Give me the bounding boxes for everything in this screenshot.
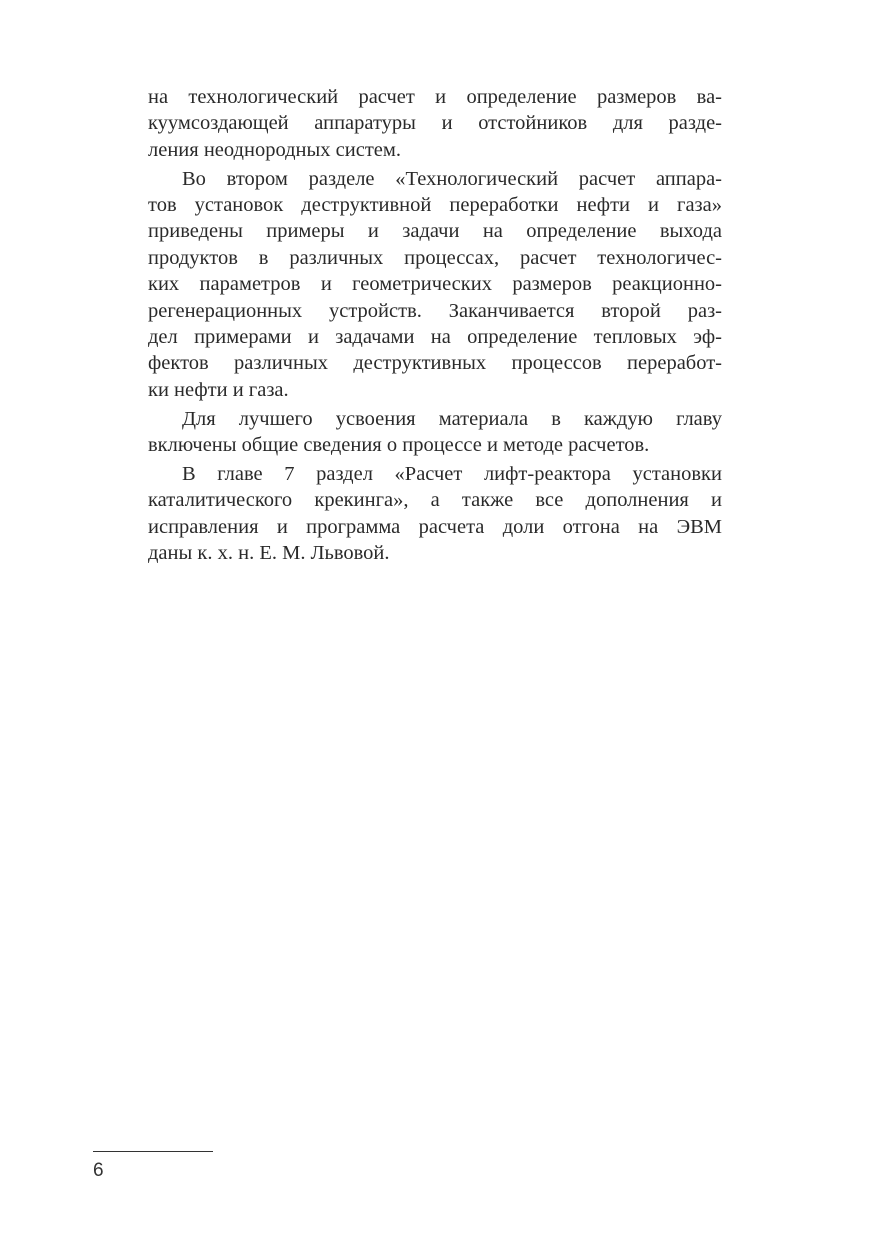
text-line: регенерационных устройств. Заканчивается второй раз- xyxy=(148,299,722,322)
body-text xyxy=(148,84,722,569)
text-line: ких параметров и геометрических размеров реакционно- xyxy=(148,273,722,296)
text-line: куумсоздающей аппаратуры и отстойников для разде- xyxy=(148,112,722,135)
text-line: ки нефти и газа. xyxy=(148,378,289,401)
text-line: дел примерами и задачами на определение тепловых эф- xyxy=(148,326,722,349)
page-number: 6 xyxy=(93,1160,104,1181)
text-line: включены общие сведения о процессе и методе расчетов. xyxy=(148,434,650,457)
footer-rule xyxy=(93,1151,213,1152)
paragraph-1 xyxy=(148,84,722,163)
text-line: тов установок деструктивной переработки нефти и газа» xyxy=(148,194,722,217)
text-line: приведены примеры и задачи на определение выхода xyxy=(148,220,722,243)
text-line: на технологический расчет и определение размеров ва- xyxy=(148,86,722,108)
text-line: фектов различных деструктивных процессов переработ- xyxy=(148,352,722,375)
paragraph-4 xyxy=(148,461,722,567)
text-line: продуктов в различных процессах, расчет технологичес- xyxy=(148,246,722,269)
text-line: исправления и программа расчета доли отгона на ЭВМ xyxy=(148,515,722,538)
text-line: Во втором разделе «Технологический расчет аппара- xyxy=(182,167,722,190)
text-line: каталитического крекинга», а также все дополнения и xyxy=(148,489,722,512)
text-line: Для лучшего усвоения материала в каждую главу xyxy=(182,407,722,430)
text-line: ления неоднородных систем. xyxy=(148,138,401,161)
paragraph-3 xyxy=(148,406,722,459)
text-line: даны к. х. н. Е. М. Львовой. xyxy=(148,542,390,565)
text-line: В главе 7 раздел «Расчет лифт-реактора установки xyxy=(182,462,722,485)
paragraph-2 xyxy=(148,166,722,404)
